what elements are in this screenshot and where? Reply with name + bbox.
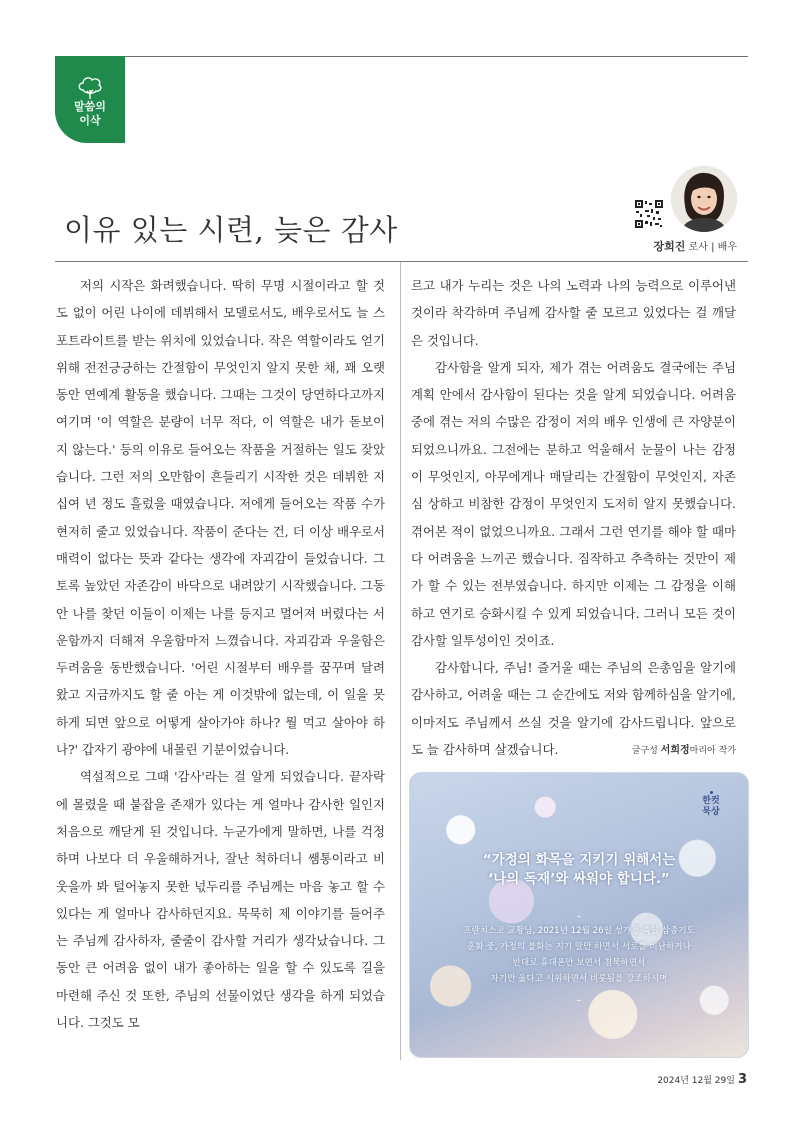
title-rule xyxy=(55,261,748,262)
author-avatar xyxy=(671,166,737,232)
credit-prefix: 글구성 xyxy=(631,746,658,757)
section-badge xyxy=(55,56,125,143)
source-line: 반대로 휴대폰만 보면서 침묵하면서 xyxy=(512,958,646,968)
meditation-box xyxy=(409,772,749,1058)
tag-line-2: 묵상 xyxy=(702,807,720,817)
quote-dash-bottom: – xyxy=(576,995,582,1006)
meditation-quote xyxy=(410,851,748,889)
tag-line-1: 한컷 xyxy=(702,796,720,806)
meditation-tag xyxy=(701,791,721,818)
source-line: 프란치스코 교황님, 2021년 12월 26일 성가정 축일 삼종기도 xyxy=(463,926,695,936)
credit-name: 서희정 xyxy=(660,745,690,757)
source-line: 자기만 옳다고 시위하면서 비롯됨을 강조하시며 xyxy=(490,974,668,984)
issue-date: 2024년 12월 29일 xyxy=(657,1076,735,1086)
tag-dot xyxy=(710,791,713,794)
quote-dash-top: – xyxy=(576,911,582,922)
quote-line-2: ‘나의 독재’와 싸워야 합니다.” xyxy=(488,871,670,887)
page-footer xyxy=(657,1072,747,1087)
top-rule xyxy=(55,56,748,57)
source-line: 훈화 중, 가정의 불화는 지기 말만 하면서 서로를 비난하거나 xyxy=(467,942,691,952)
closing-text: 감사합니다, 주님! 즐거울 때는 주님의 은총임을 알기에 감사하고, 어려울 때는 그 순간에도 저와 함께하심을 알기에, 이마저도 주님께서 쓰실 것을 알기에 감사드립니다. 앞으로도 늘 감사하며 살겠습니다. xyxy=(411,660,736,758)
author-name: 장희진 xyxy=(653,240,686,253)
badge-line-2: 이삭 xyxy=(79,114,101,127)
badge-line-1: 말씀의 xyxy=(74,100,106,113)
credit-role: 마리아 작가 xyxy=(689,746,736,757)
quote-line-1: “가정의 화목을 지키기 위해서는 xyxy=(482,852,676,868)
tree-icon xyxy=(77,76,103,100)
body-paragraph: 르고 내가 누리는 것은 나의 노력과 나의 능력으로 이루어낸 것이라 착각하며 주님께 감사할 줄 모르고 있었다는 걸 깨달은 것입니다. xyxy=(411,278,736,348)
body-paragraph: 감사함을 알게 되자, 제가 겪는 어려움도 결국에는 주님 계획 안에서 감사함이 된다는 것을 알게 되었습니다. 어려움 중에 겪는 저의 수많은 감정이 저의 배우 인생에 큰 자양분이 되었으니까요. 그전에는 분하고 억울해서 눈물이 나는 감정이 무엇인지, 아무에게나 매달리는 간절함이 무엇인지, 자존심 상하고 비참한 감정이 무엇인지 도저히 알지 못했습니다. 겪어본 적이 없었으니까요. 그래서 그런 연기를 해야 할 때마다 어려움을 느끼곤 했습니다. 짐작하고 추측하는 것만이 제가 할 수 있는 전부였습니다. 하지만 이제는 그 감정을 이해하고 연기로 승화시킬 수 있게 되었습니다. 그러니 모든 것이 감사할 일투성이인 것이죠. xyxy=(411,359,736,648)
body-paragraph: 역설적으로 그때 '감사'라는 걸 알게 되었습니다. 끝자락에 몰렸을 때 붙잡을 존재가 있다는 게 얼마나 감사한 일인지 처음으로 깨닫게 된 것입니다. 누군가에게 말하면, 나를 걱정하며 나보다 더 우울해하거나, 잘난 척하더니 쌤통이라고 비웃을까 봐 털어놓지 못한 넋두리를 주님께는 마음 놓고 할 수 있다는 게 얼마나 감사하던지요. 묵묵히 제 이야기를 들어주는 주님께 감사하자, 줄줄이 감사할 거리가 생각났습니다. 그동안 큰 어려움 없이 내가 좋아하는 일을 할 수 있도록 길을 마련해 주신 것 또한, 주님의 선물이었단 생각을 하게 되었습니다. 그것도 모 xyxy=(56,769,385,1031)
body-paragraph xyxy=(411,654,736,763)
body-paragraph: 저의 시작은 화려했습니다. 딱히 무명 시절이라고 할 것도 없이 어린 나이에 데뷔해서 모델로서도, 배우로서도 늘 스포트라이트를 받는 위치에 있었습니다. 작은 역할이라도 얻기 위해 전전긍긍하는 간절함이 무엇인지 알지 못한 채, 꽤 오랫동안 연예계 활동을 했습니다. 그때는 그것이 당연하다고까지 여기며 '이 역할은 분량이 너무 적다, 이 역할은 내가 돋보이지 않는다.' 등의 이유로 들어오는 작품을 거절하는 일도 잦았습니다. 그런 저의 오만함이 흔들리기 시작한 것은 데뷔한 지 십여 년 정도 흘렀을 때였습니다. 저에게 들어오는 작품 수가 현저히 줄고 있었습니다. 작품이 준다는 건, 더 이상 배우로서 매력이 없다는 뜻과 같다는 생각에 자괴감이 들었습니다. 그토록 높았던 자존감이 바닥으로 내려앉기 시작했습니다. 그동안 나를 찾던 이들이 이제는 나를 등지고 멀어져 버렸다는 서운함까지 더해져 우울함마저 느꼈습니다. 자괴감과 우울함은 두려움을 동반했습니다. '어린 시절부터 배우를 꿈꾸며 달려왔고 지금까지도 할 줄 아는 게 이것밖에 없는데, 이 일을 못 하게 되면 앞으로 어떻게 살아가야 하나? 뭘 먹고 살아야 하나?' 갑자기 광야에 내몰린 기분이었습니다. xyxy=(56,278,385,758)
qr-code-icon[interactable] xyxy=(635,200,663,228)
column-divider xyxy=(400,262,401,1060)
author-role: 로사 | 배우 xyxy=(688,242,737,253)
quote-source xyxy=(410,923,748,987)
article-title: 이유 있는 시련, 늦은 감사 xyxy=(64,213,398,247)
article-column-right xyxy=(411,272,736,765)
article-column-left xyxy=(56,272,385,1036)
author-byline xyxy=(654,238,737,254)
writer-credit xyxy=(608,737,736,765)
page-number: 3 xyxy=(737,1072,747,1087)
